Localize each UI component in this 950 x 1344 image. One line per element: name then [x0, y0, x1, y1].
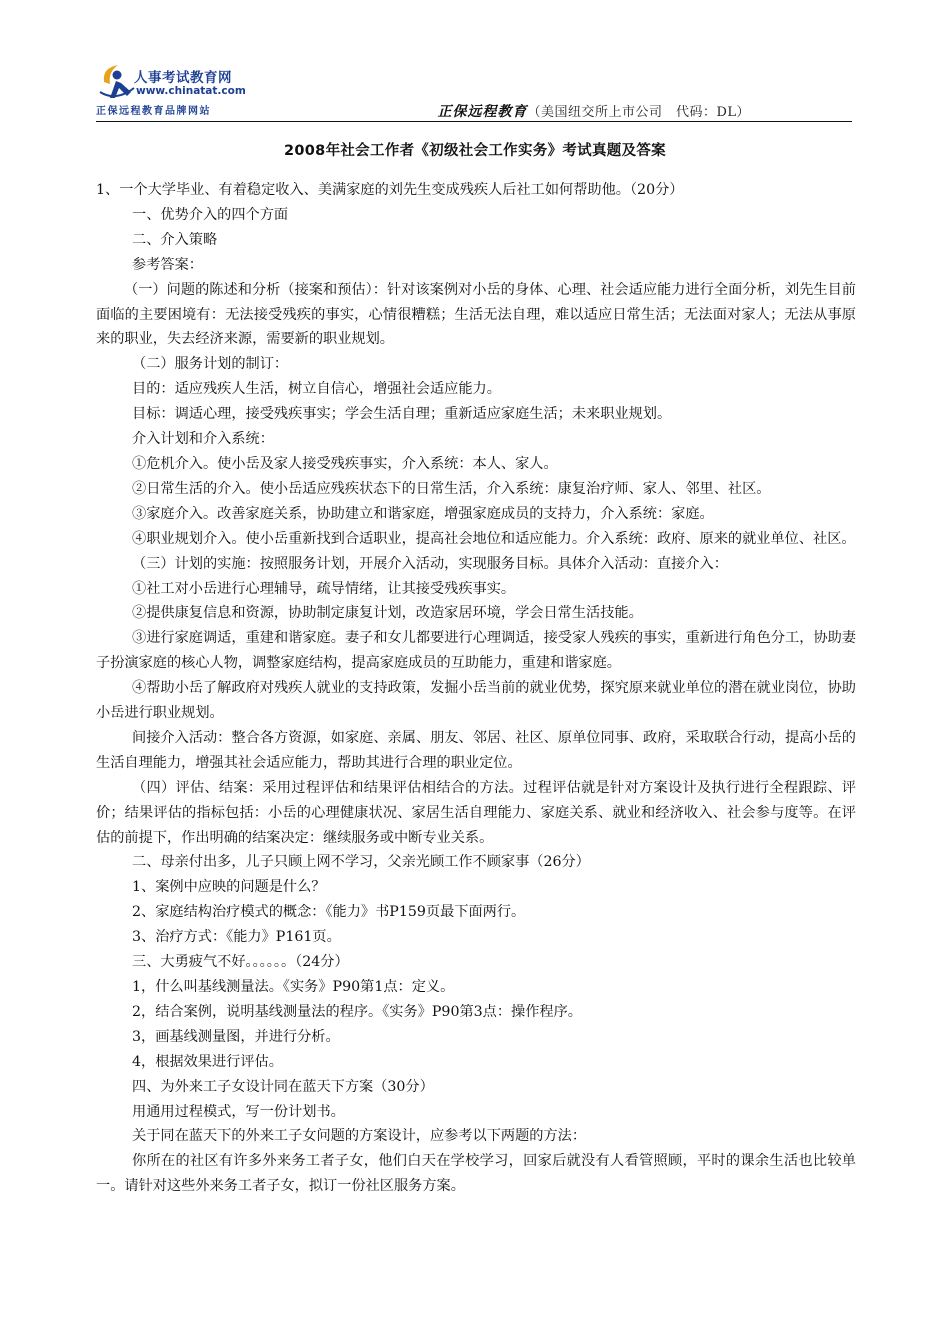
section-heading: （三）计划的实施：按照服务计划，开展介入活动，实现服务目标。具体介入活动：直接介入： [132, 555, 728, 572]
body-paragraph: 间接介入活动：整合各方资源，如家庭、亲属、朋友、邻居、社区、原单位同事、政府，采取联合行动，提高小岳的生活自理能力，增强其社会适应能力，帮助其进行合理的职业定位。 [96, 729, 856, 771]
list-item: 1、案例中应映的问题是什么？ [132, 879, 326, 896]
logo-site-name: 人事考试教育网 [134, 70, 232, 86]
list-item: ①社工对小岳进行心理辅导，疏导情绪，让其接受残疾事实。 [132, 580, 516, 597]
section-heading: （二）服务计划的制订： [132, 356, 289, 373]
heading-line: 一、优势介入的四个方面 [132, 206, 289, 223]
list-item: 2、家庭结构治疗模式的概念：《能力》书P159页最下面两行。 [132, 904, 526, 921]
list-item: ④职业规划介入。使小岳重新找到合适职业，提高社会地位和适应能力。介入系统：政府、原来的就业单位、社区。 [132, 530, 856, 547]
list-item: 1，什么叫基线测量法。《实务》P90第1点：定义。 [132, 979, 455, 995]
list-item: ③家庭介入。改善家庭关系，协助建立和谐家庭，增强家庭成员的支持力，介入系统：家庭。 [132, 505, 714, 522]
site-logo[interactable] [96, 62, 286, 118]
body-line: 目的：适应残疾人生活，树立自信心，增强社会适应能力。 [132, 381, 501, 398]
list-item: ④帮助小岳了解政府对残疾人就业的支持政策，发掘小岳当前的就业优势，探究原来就业单位的潜在就业岗位，协助小岳进行职业规划。 [96, 680, 856, 722]
logo-slogan: 正保远程教育品牌网站 [96, 106, 211, 117]
brand-name: 正保远程教育 [437, 104, 528, 120]
body-paragraph: （一）问题的陈述和分析（接案和预估）：针对该案例对小岳的身体、心理、社会适应能力进行全面分析，刘先生目前面临的主要困境有：无法接受残疾的事实，心情很糟糕；生活无法自理，难以适应日常生活；无法面对家人；无法从事原来的职业，失去经济来源，需要新的职业规划。 [96, 281, 856, 348]
question-3: 三、大勇疲气不好。。。。。。（24分） [132, 954, 349, 971]
document-body [96, 178, 856, 1199]
company-info: （美国纽交所上市公司 代码：DL） [527, 105, 750, 120]
list-item: 3、治疗方式：《能力》P161页。 [132, 929, 341, 946]
list-item: ②提供康复信息和资源，协助制定康复计划，改造家居环境，学会日常生活技能。 [132, 605, 643, 622]
list-item: 3，画基线测量图，并进行分析。 [132, 1028, 340, 1045]
question-2: 二、母亲付出多，儿子只顾上网不学习，父亲光顾工作不顾家事（26分） [132, 854, 590, 871]
logo-person-icon [96, 62, 136, 102]
list-item: ②日常生活的介入。使小岳适应残疾状态下的日常生活，介入系统：康复治疗师、家人、邻里、社区。 [132, 480, 771, 497]
body-line: 介入计划和介入系统： [132, 431, 274, 448]
list-item: 2，结合案例，说明基线测量法的程序。《实务》P90第3点：操作程序。 [132, 1003, 582, 1020]
body-paragraph: （四）评估、结案：采用过程评估和结果评估相结合的方法。过程评估就是针对方案设计及执行进行全程跟踪、评价；结果评估的指标包括：小岳的心理健康状况、家居生活自理能力、家庭关系、就业和经济收入、社会参与度等。在评估的前提下，作出明确的结案决定：继续服务或中断专业关系。 [96, 779, 856, 846]
body-line: 关于同在蓝天下的外来工子女问题的方案设计，应参考以下两题的方法： [132, 1128, 587, 1145]
header-brand-line [437, 101, 750, 121]
document-title: 2008年社会工作者《初级社会工作实务》考试真题及答案 [284, 143, 666, 159]
question-1: 1、一个大学毕业、有着稳定收入、美满家庭的刘先生变成残疾人后社工如何帮助他。（20分） [96, 182, 684, 198]
list-item: 4，根据效果进行评估。 [132, 1053, 283, 1070]
question-4: 四、为外来工子女设计同在蓝天下方案（30分） [132, 1078, 434, 1095]
logo-site-url: www.chinatat.com [136, 85, 246, 97]
body-paragraph: 你所在的社区有许多外来务工者子女，他们白天在学校学习，回家后就没有人看管照顾，平时的课余生活也比较单一。请针对这些外来务工者子女，拟订一份社区服务方案。 [96, 1153, 856, 1195]
list-item: ③进行家庭调适，重建和谐家庭。妻子和女儿都要进行心理调适，接受家人残疾的事实，重新进行角色分工，协助妻子扮演家庭的核心人物，调整家庭结构，提高家庭成员的互助能力，重建和谐家庭。 [96, 630, 856, 672]
body-line: 目标：调适心理，接受残疾事实；学会生活自理；重新适应家庭生活；未来职业规划。 [132, 406, 672, 423]
heading-line: 二、介入策略 [132, 231, 218, 248]
body-line: 用通用过程模式，写一份计划书。 [132, 1103, 345, 1120]
answer-label: 参考答案： [132, 256, 203, 273]
list-item: ①危机介入。使小岳及家人接受残疾事实，介入系统：本人、家人。 [132, 455, 558, 472]
header-divider [96, 121, 852, 122]
